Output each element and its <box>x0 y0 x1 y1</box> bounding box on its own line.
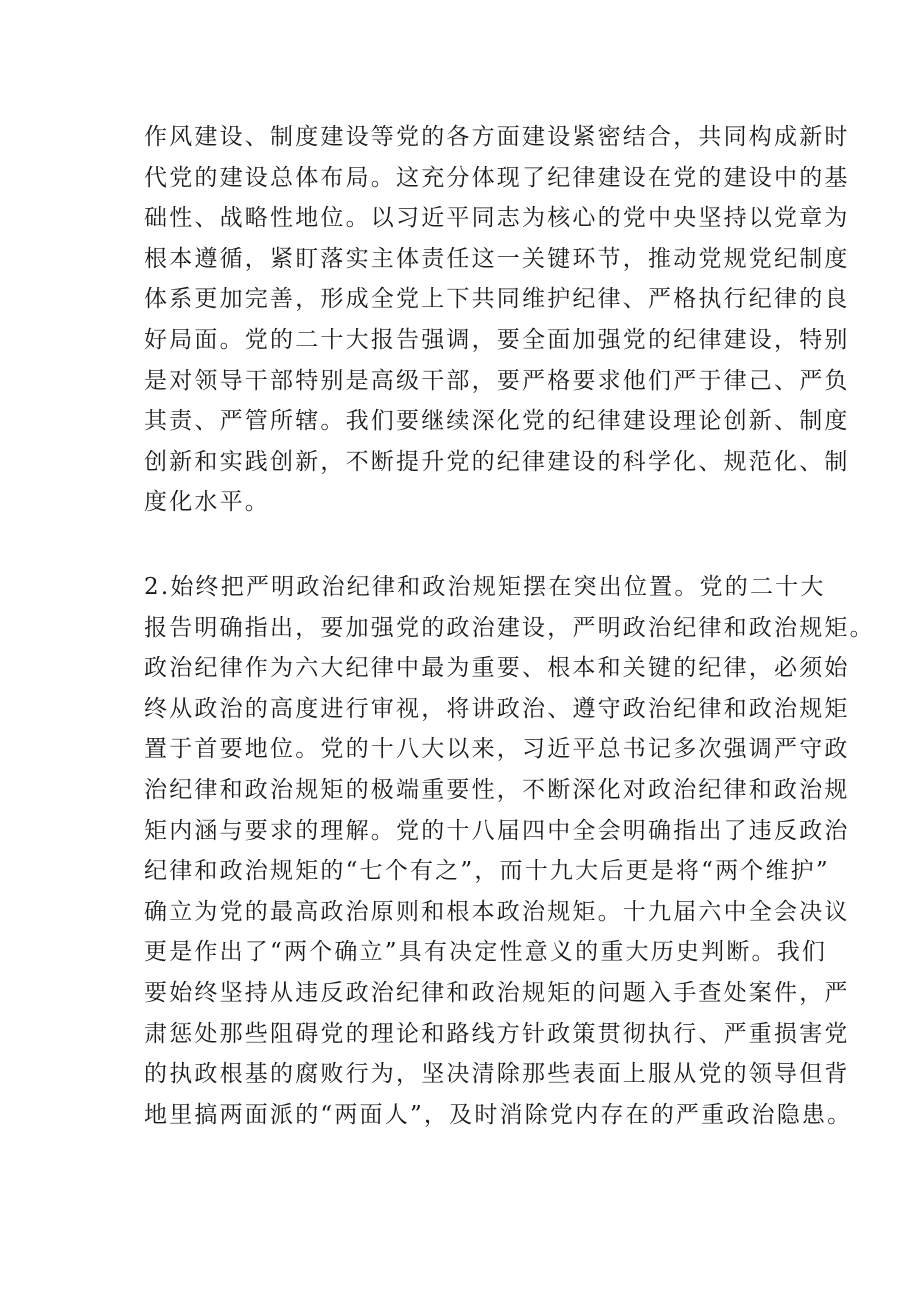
text-line: 作风建设、制度建设等党的各方面建设紧密结合，共同构成新时 <box>144 124 850 150</box>
text-line: 度化水平。 <box>144 489 270 516</box>
text-line: 纪律和政治规矩的“七个有之”，而十九大后更是将“两个维护” <box>144 858 830 885</box>
text-line: 根本遵循，紧盯落实主体责任这一关键环节，推动党规党纪制度 <box>144 245 850 272</box>
text-line: 置于首要地位。党的十八大以来，习近平总书记多次强调严守政 <box>144 736 850 763</box>
text-line: 代党的建设总体布局。这充分体现了纪律建设在党的建设中的基 <box>144 164 850 191</box>
text-line: 2.始终把严明政治纪律和政治规矩摆在突出位置。党的二十大 <box>144 574 826 600</box>
text-line: 好局面。党的二十大报告强调，要全面加强党的纪律建设，特别 <box>144 326 850 353</box>
text-line: 政治纪律作为六大纪律中最为重要、根本和关键的纪律，必须始 <box>144 655 850 682</box>
text-line: 矩内涵与要求的理解。党的十八届四中全会明确指出了违反政治 <box>144 817 850 844</box>
paragraph-discipline-building <box>144 117 850 523</box>
text-line: 的执政根基的腐败行为，坚决清除那些表面上服从党的领导但背 <box>144 1061 850 1088</box>
paragraph-political-discipline <box>144 567 875 1135</box>
text-line: 其责、严管所辖。我们要继续深化党的纪律建设理论创新、制度 <box>144 408 850 435</box>
text-line: 更是作出了“两个确立”具有决定性意义的重大历史判断。我们 <box>144 939 828 966</box>
text-line: 地里搞两面派的“两面人”，及时消除党内存在的严重政治隐患。 <box>144 1101 853 1128</box>
text-line: 创新和实践创新，不断提升党的纪律建设的科学化、规范化、制 <box>144 448 850 475</box>
text-line: 报告明确指出，要加强党的政治建设，严明政治纪律和政治规矩。 <box>144 614 875 641</box>
text-line: 础性、战略性地位。以习近平同志为核心的党中央坚持以党章为 <box>144 205 850 232</box>
text-line: 是对领导干部特别是高级干部，要严格要求他们严于律己、严负 <box>144 367 850 394</box>
text-line: 治纪律和政治规矩的极端重要性，不断深化对政治纪律和政治规 <box>144 776 850 803</box>
text-line: 终从政治的高度进行审视，将讲政治、遵守政治纪律和政治规矩 <box>144 695 850 722</box>
text-line: 要始终坚持从违反政治纪律和政治规矩的问题入手查处案件，严 <box>144 979 850 1006</box>
text-line: 肃惩处那些阻碍党的理论和路线方针政策贯彻执行、严重损害党 <box>144 1020 850 1047</box>
text-line: 确立为党的最高政治原则和根本政治规矩。十九届六中全会决议 <box>144 898 850 925</box>
text-line: 体系更加完善，形成全党上下共同维护纪律、严格执行纪律的良 <box>144 286 850 313</box>
